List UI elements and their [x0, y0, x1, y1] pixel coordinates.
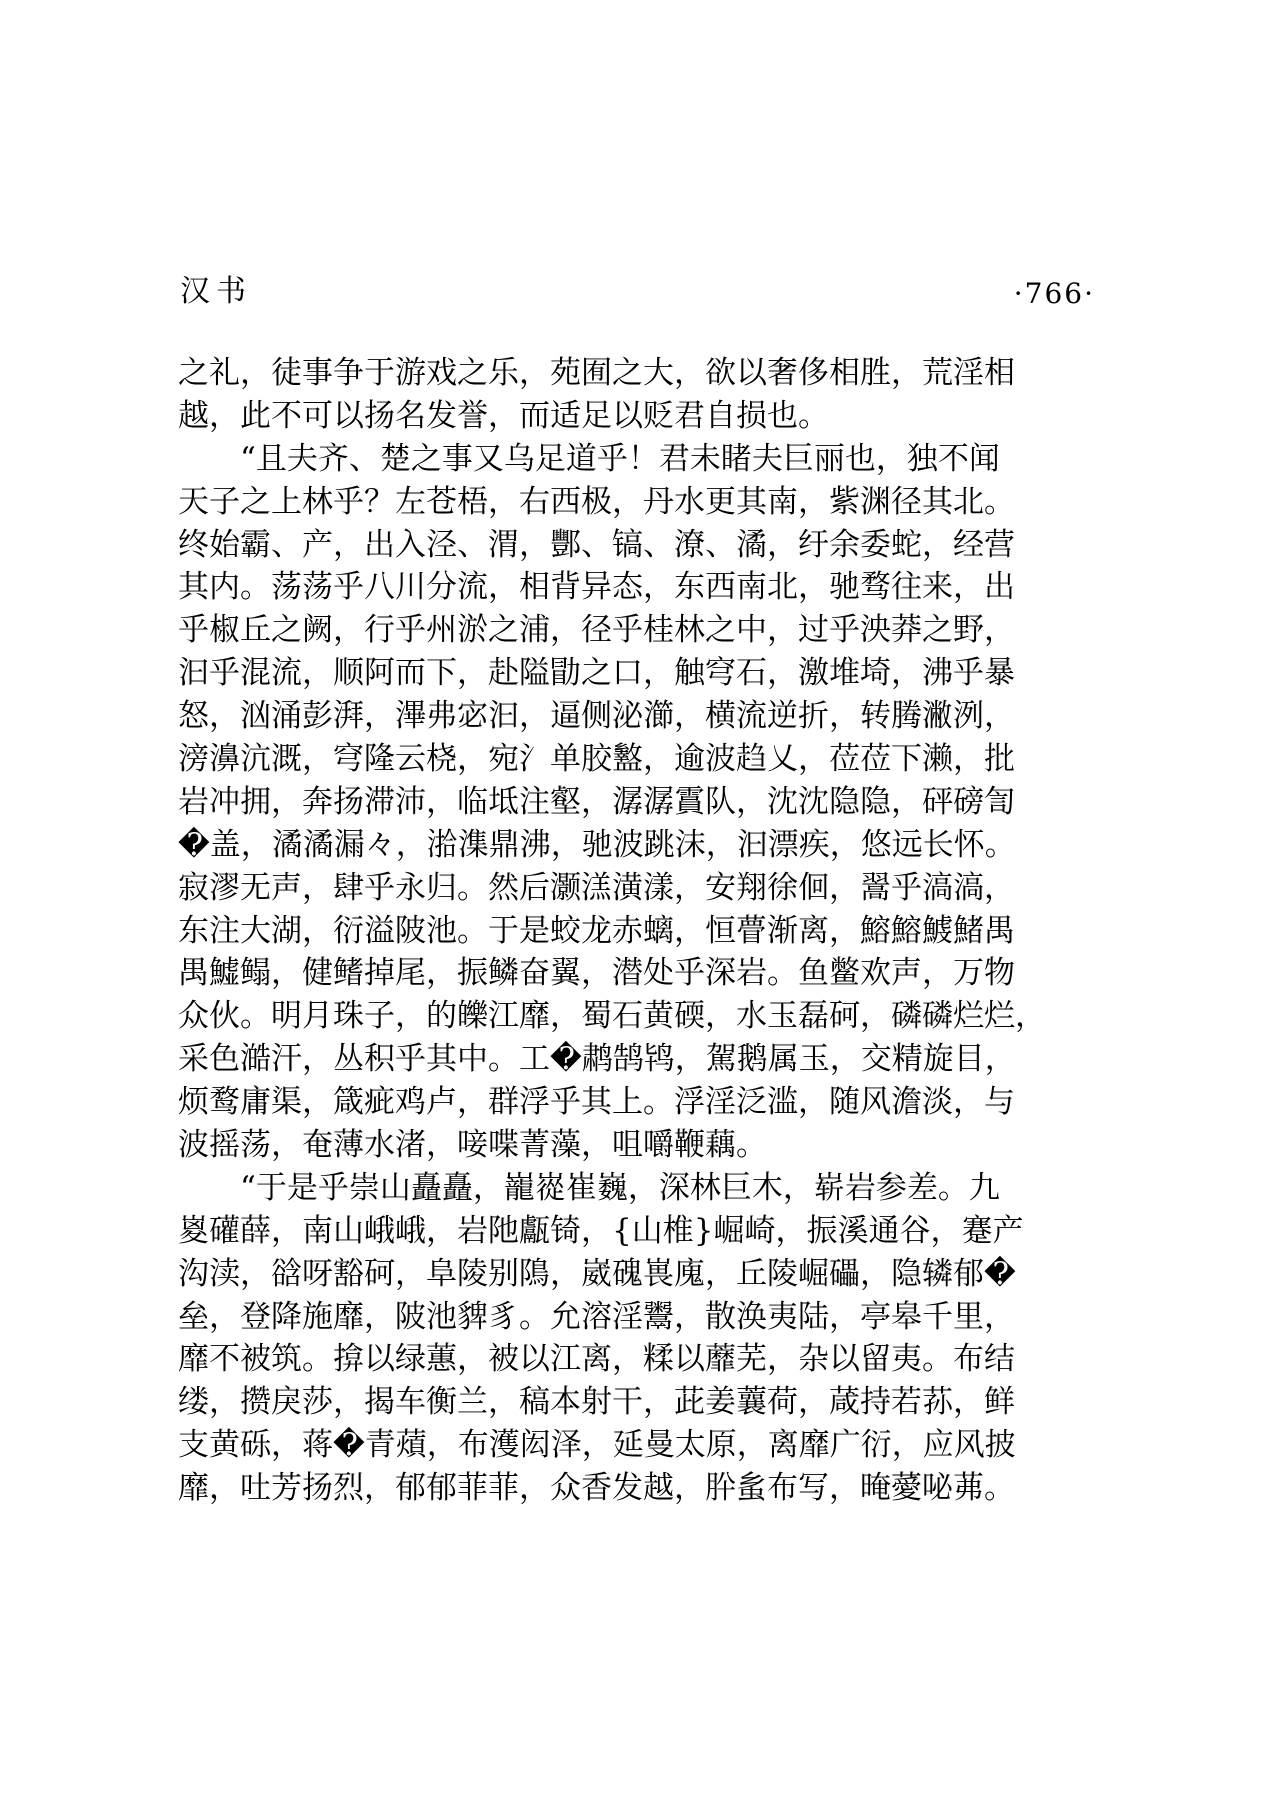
text-line: 汩乎混流，顺阿而下，赴隘勖之口，触穹石，激堆埼，沸乎暴 — [178, 655, 1015, 692]
text-line: 越，此不可以扬名发誉，而适足以贬君自损也。 — [178, 397, 829, 434]
text-line: 怒，汹涌彭湃，滭弗宓汩，逼侧泌瀄，横流逆折，转腾潎洌， — [178, 698, 1015, 735]
text-line: 乎椒丘之阙，行乎州淤之浦，径乎桂林之中，过乎泱莽之野， — [178, 612, 1015, 649]
text-line: 沟渎，谽呀豁砢，阜陵别隝，崴磈嵔廆，丘陵崛礧，隐辚郁� — [178, 1255, 1016, 1292]
text-line: “于是乎崇山矗矗，巃嵸崔巍，深林巨木，崭岩参差。九 — [240, 1169, 1000, 1206]
page-number: ·766· — [1013, 277, 1095, 310]
text-line: 靡，吐芳扬烈，郁郁菲菲，众香发越，肸蚃布写，晻薆咇茀。 — [178, 1470, 1015, 1507]
text-line: 之礼，徒事争于游戏之乐，苑囿之大，欲以奢侈相胜，荒淫相 — [178, 355, 1015, 391]
text-line: 天子之上林乎？左苍梧，右西极，丹水更其南，紫渊径其北。 — [178, 483, 1015, 520]
text-line: 波摇荡，奄薄水渚，唼喋菁藻，咀嚼鞭藕。 — [178, 1127, 767, 1164]
text-line: 垒，登降施靡，陂池貏豸。允溶淫鬻，散涣夷陆，亭皋千里， — [178, 1298, 1015, 1335]
text-line: 寂漻无声，肆乎永归。然后灏溔潢漾，安翔徐佪，翯乎滈滈， — [178, 869, 1015, 906]
text-line: 众伙。明月珠子，的皪江靡，蜀石黄碝，水玉磊砢，磷磷烂烂， — [178, 998, 1046, 1035]
text-line: 其内。荡荡乎八川分流，相背异态，东西南北，驰骛往来，出 — [178, 569, 1015, 606]
text-line: 禺鱋鳎，健鳍掉尾，振鳞奋翼，潜处乎深岩。鱼鳖欢声，万物 — [178, 955, 1015, 992]
text-line: 采色澔汗，丛积乎其中。工�鹔鹄鸨，駕鹅属玉，交精旋目， — [178, 1041, 1016, 1078]
text-line: 终始霸、产，出入泾、渭，酆、镐、潦、潏，纡余委蛇，经营 — [178, 526, 1015, 563]
text-line: 缕，攒戾莎，揭车衡兰，稿本射干，茈姜蘘荷，葴持若荪，鲜 — [178, 1384, 1015, 1421]
text-line: 嵏礶薛，南山峨峨，岩阤甗锜，{山椎}崛崎，振溪通谷，蹇产 — [178, 1212, 1024, 1249]
body-text — [178, 352, 1088, 1510]
text-line: 滂濞沆溉，穹隆云桡，宛氵单胶盭，逾波趋乂，莅莅下濑，批 — [178, 741, 1015, 778]
text-line: 支黄砾，蒋�青薠，布濩闳泽，延曼太原，离靡广衍，应风披 — [178, 1427, 1016, 1464]
text-line: 东注大湖，衍溢陂池。于是蛟龙赤螭，恒瞢渐离，鰫鰫鰬鯺禺 — [178, 912, 1015, 949]
text-line: 烦鹜庸渠，箴疵鸡卢，群浮乎其上。浮淫泛滥，随风澹淡，与 — [178, 1084, 1015, 1121]
running-title: 汉书 — [180, 274, 252, 309]
text-line: �盖，潏潏漏々，湁潗鼎沸，驰波跳沫，汩漂疾，悠远长怀。 — [178, 826, 1016, 863]
text-line: 岩冲拥，奔扬滞沛，临坻注壑，潺潺霣队，沈沈隐隐，砰磅訇 — [178, 783, 1015, 820]
text-line: “且夫齐、楚之事又乌足道乎！君未睹夫巨丽也，独不闻 — [240, 440, 1000, 477]
text-line: 靡不被筑。揜以绿蕙，被以江离，糅以蘼芜，杂以留夷。布结 — [178, 1341, 1015, 1378]
